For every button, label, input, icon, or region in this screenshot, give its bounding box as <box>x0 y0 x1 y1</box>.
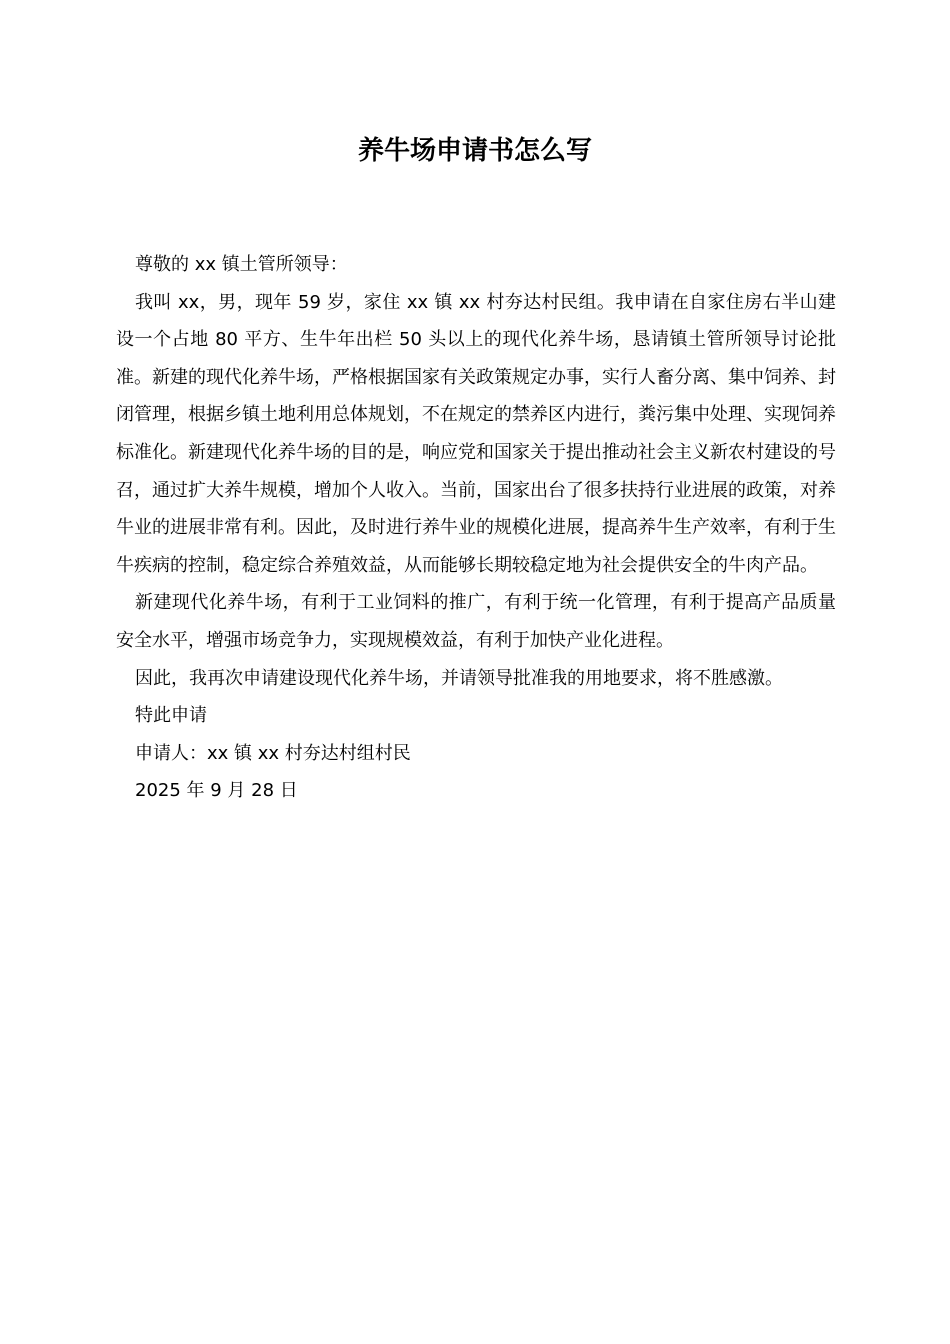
paragraph-application: 我叫 xx，男，现年 59 岁，家住 xx 镇 xx 村夯达村民组。我申请在自家住房右半山建设一个占地 80 平方、生牛年出栏 50 头以上的现代化养牛场，恳请镇土管所领导讨论批准。新建的现代化养牛场，严格根据国家有关政策规定办事，实行人畜分离、集中饲养、封闭管理，根据乡镇土地利用总体规划，不在规定的禁养区内进行，粪污集中处理、实现饲养标准化。新建现代化养牛场的目的是，响应党和国家关于提出推动社会主义新农村建设的号召，通过扩大养牛规模，增加个人收入。当前，国家出台了很多扶持行业进展的政策，对养牛业的进展非常有利。因此，及时进行养牛业的规模化进展，提高养牛生产效率，有利于生牛疾病的控制，稳定综合养殖效益，从而能够长期较稳定地为社会提供安全的牛肉产品。 <box>116 291 836 576</box>
document-title: 养牛场申请书怎么写 <box>357 136 592 166</box>
paragraph-request: 因此，我再次申请建设现代化养牛场，并请领导批准我的用地要求，将不胜感激。 <box>135 667 783 689</box>
paragraph-benefits: 新建现代化养牛场，有利于工业饲料的推广，有利于统一化管理，有利于提高产品质量安全水平，增强市场竞争力，实现规模效益，有利于加快产业化进程。 <box>116 592 836 651</box>
document-body <box>116 246 836 810</box>
applicant-signature: 申请人：xx 镇 xx 村夯达村组村民 <box>135 742 411 764</box>
closing-phrase: 特此申请 <box>135 705 207 727</box>
document-date: 2025 年 9 月 28 日 <box>135 780 298 802</box>
salutation: 尊敬的 xx 镇土管所领导： <box>135 254 348 275</box>
